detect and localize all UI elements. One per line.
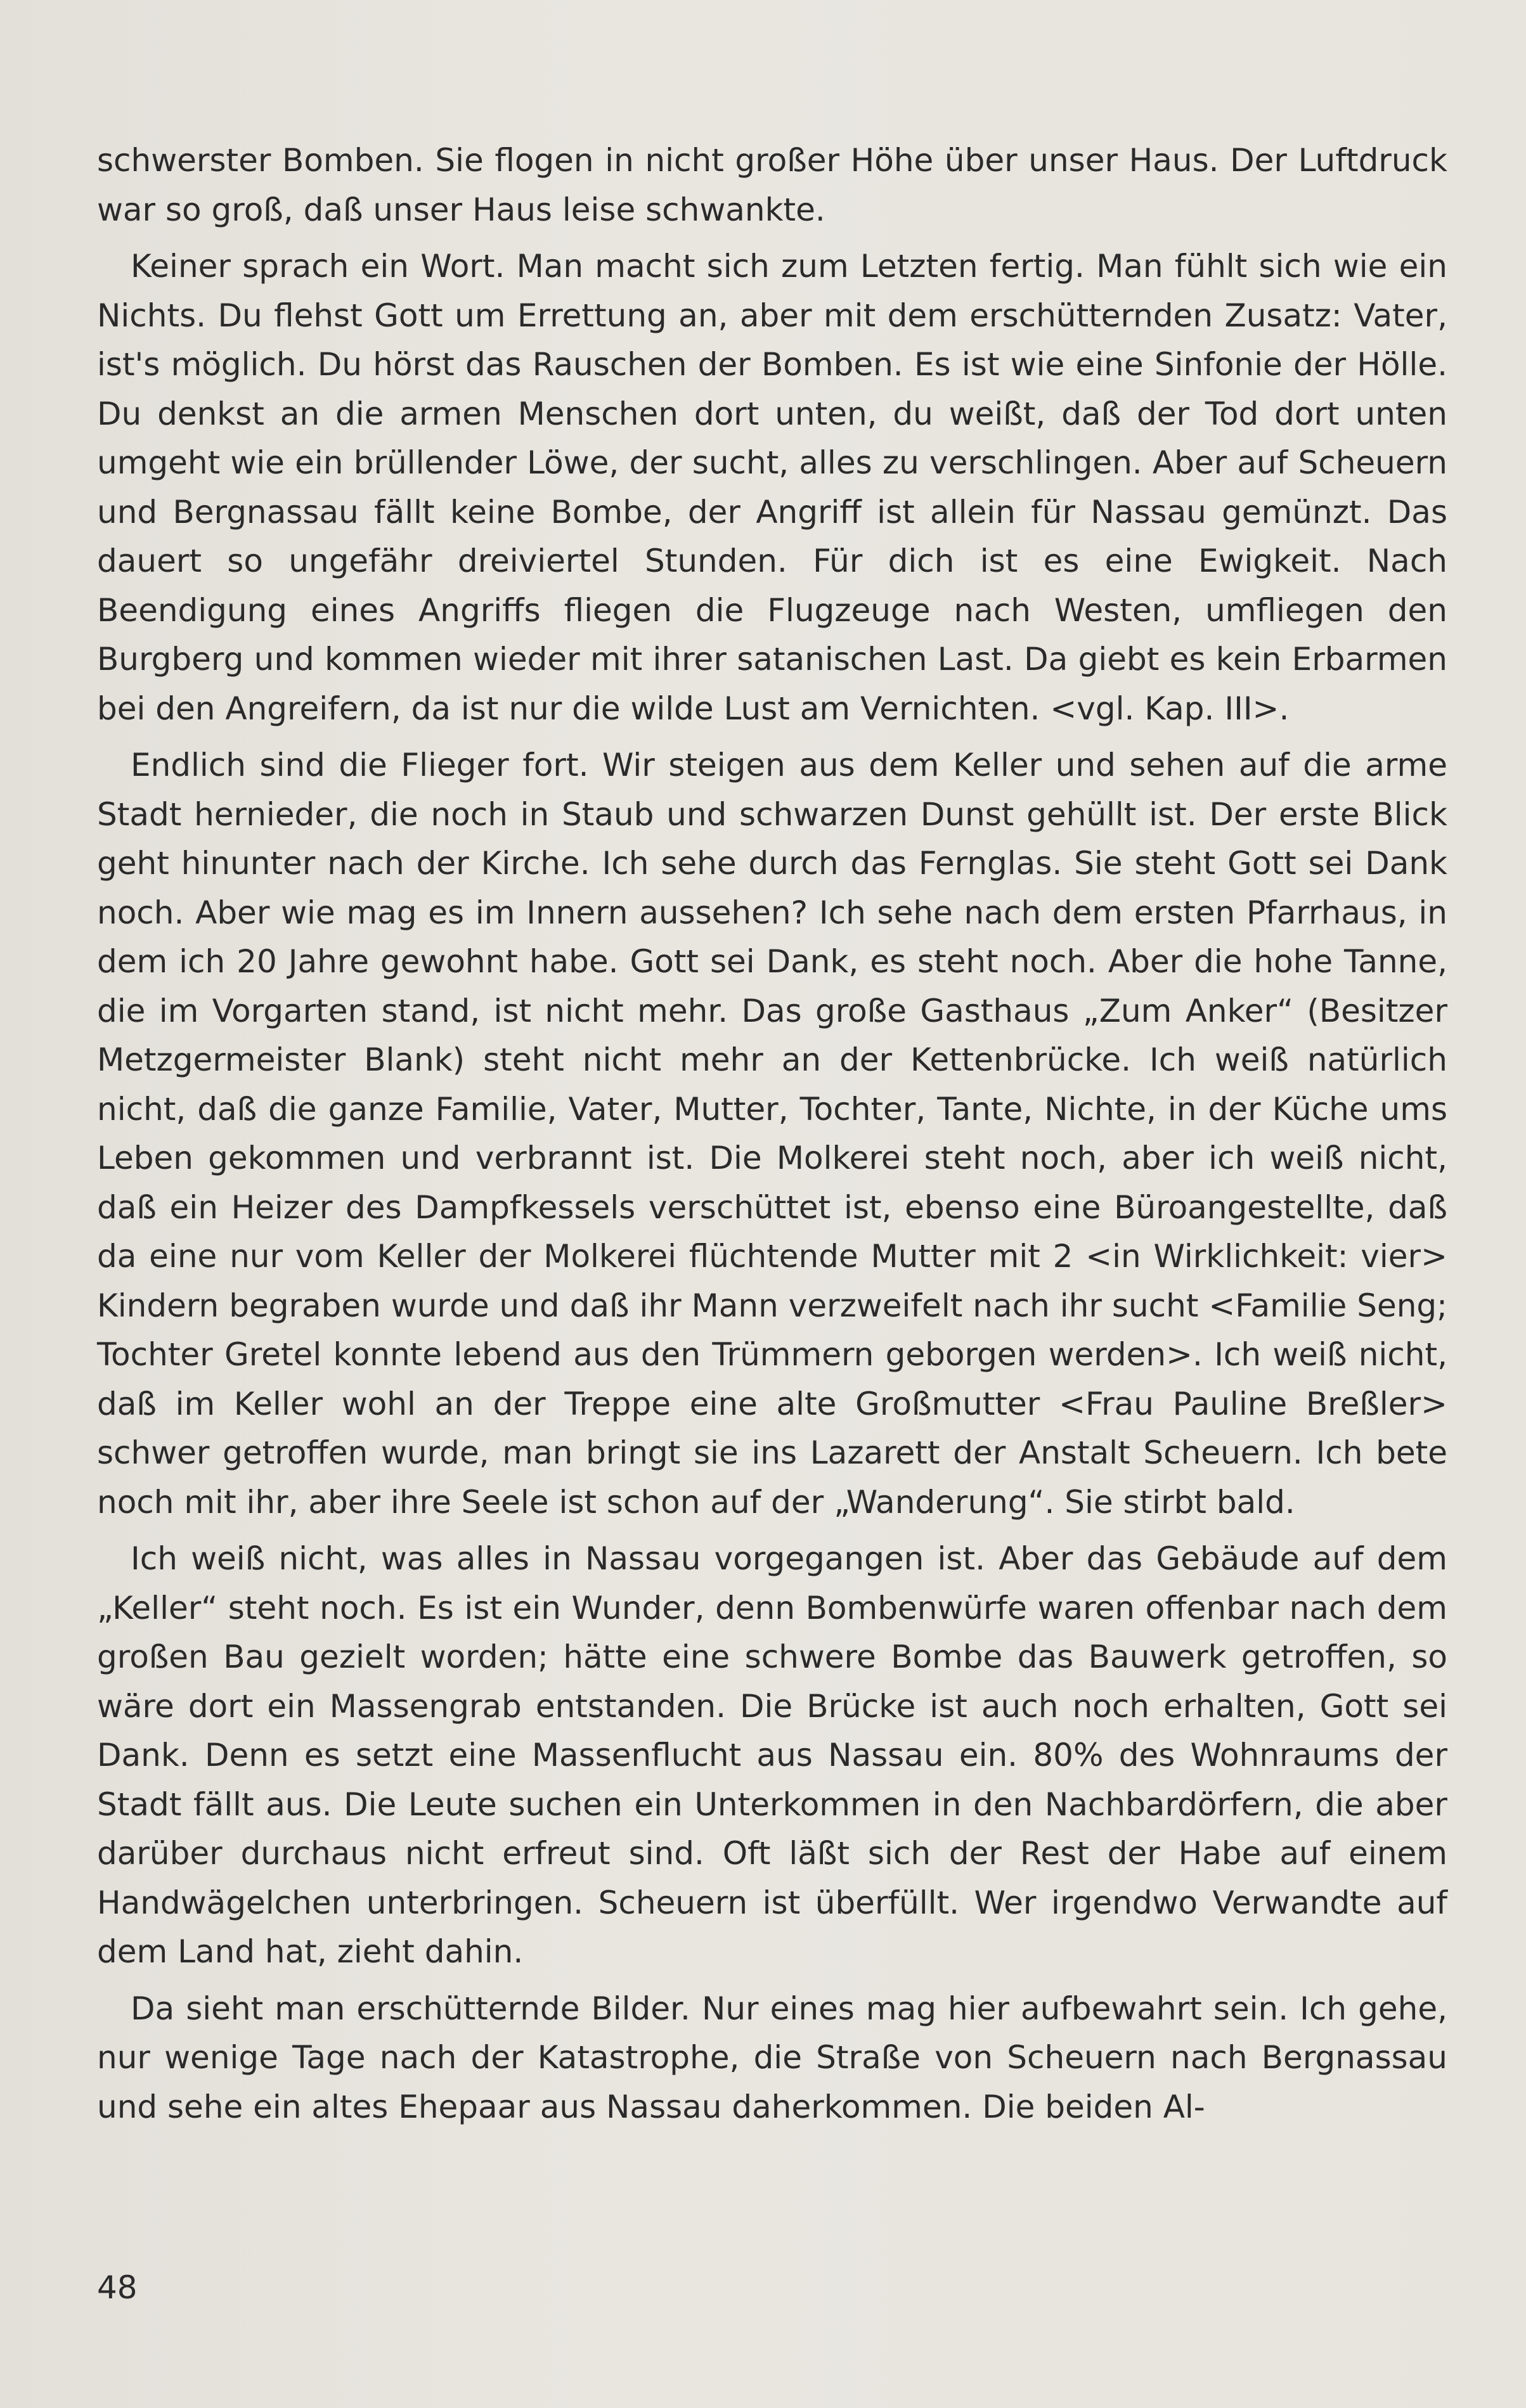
page-number: 48 — [97, 2269, 138, 2306]
paragraph-4: Ich weiß nicht, was alles in Nassau vorgegangen ist. Aber das Gebäude auf dem „Keller“ steht noch. Es ist ein Wunder, denn Bombenwürfe waren offenbar nach dem großen Bau gezielt worden; hätte eine schwere Bombe das Bauwerk getroffen, so wäre dort ein Massengrab entstanden. Die Brücke ist auch noch erhalten, Gott sei Dank. Denn es setzt eine Massenflucht aus Nassau ein. 80% des Wohnraums der Stadt fällt aus. Die Leute suchen ein Unterkommen in den Nachbardörfern, die aber darüber durchaus nicht erfreut sind. Oft läßt sich der Rest der Habe auf einem Handwägelchen unterbringen. Scheuern ist überfüllt. Wer irgendwo Verwandte auf dem Land hat, zieht dahin. — [97, 1540, 1447, 1970]
paragraph-1: schwerster Bomben. Sie flogen in nicht großer Höhe über unser Haus. Der Luftdruck war so groß, daß unser Haus leise schwankte. — [97, 142, 1447, 228]
paragraph-5: Da sieht man erschütternde Bilder. Nur eines mag hier aufbewahrt sein. Ich gehe, nur wenige Tage nach der Katastrophe, die Straße von Scheuern nach Bergnassau und sehe ein altes Ehepaar aus Nassau daherkommen. Die beiden Al- — [97, 1990, 1447, 2125]
body-text — [97, 136, 1447, 2139]
paragraph-2: Keiner sprach ein Wort. Man macht sich zum Letzten fertig. Man fühlt sich wie ein Nichts. Du flehst Gott um Errettung an, aber mit dem erschütternden Zusatz: Vater, ist's möglich. Du hörst das Rauschen der Bomben. Es ist wie eine Sinfonie der Hölle. Du denkst an die armen Menschen dort unten, du weißt, daß der Tod dort unten umgeht wie ein brüllender Löwe, der sucht, alles zu verschlingen. Aber auf Scheuern und Bergnassau fällt keine Bombe, der Angriff ist allein für Nassau gemünzt. Das dauert so ungefähr dreiviertel Stunden. Für dich ist es eine Ewigkeit. Nach Beendigung eines Angriffs fliegen die Flugzeuge nach Westen, umfliegen den Burgberg und kommen wieder mit ihrer satanischen Last. Da giebt es kein Erbarmen bei den Angreifern, da ist nur die wilde Lust am Vernichten. <vgl. Kap. III>. — [97, 248, 1447, 727]
paragraph-3: Endlich sind die Flieger fort. Wir steigen aus dem Keller und sehen auf die arme Stadt hernieder, die noch in Staub und schwarzen Dunst gehüllt ist. Der erste Blick geht hinunter nach der Kirche. Ich sehe durch das Fernglas. Sie steht Gott sei Dank noch. Aber wie mag es im Innern aussehen? Ich sehe nach dem ersten Pfarrhaus, in dem ich 20 Jahre gewohnt habe. Gott sei Dank, es steht noch. Aber die hohe Tanne, die im Vorgarten stand, ist nicht mehr. Das große Gasthaus „Zum Anker“ (Besitzer Metzgermeister Blank) steht nicht mehr an der Kettenbrücke. Ich weiß natürlich nicht, daß die ganze Familie, Vater, Mutter, Tochter, Tante, Nichte, in der Küche ums Leben gekommen und verbrannt ist. Die Molkerei steht noch, aber ich weiß nicht, daß ein Heizer des Dampfkessels verschüttet ist, ebenso eine Büroangestellte, daß da eine nur vom Keller der Molkerei flüchtende Mutter mit 2 <in Wirklichkeit: vier> Kindern begraben wurde und daß ihr Mann verzweifelt nach ihr sucht <Familie Seng; Tochter Gretel konnte lebend aus den Trümmern geborgen werden>. Ich weiß nicht, daß im Keller wohl an der Treppe eine alte Großmutter <Frau Pauline Breßler> schwer getroffen wurde, man bringt sie ins Lazarett der Anstalt Scheuern. Ich bete noch mit ihr, aber ihre Seele ist schon auf der „Wanderung“. Sie stirbt bald. — [97, 747, 1447, 1521]
